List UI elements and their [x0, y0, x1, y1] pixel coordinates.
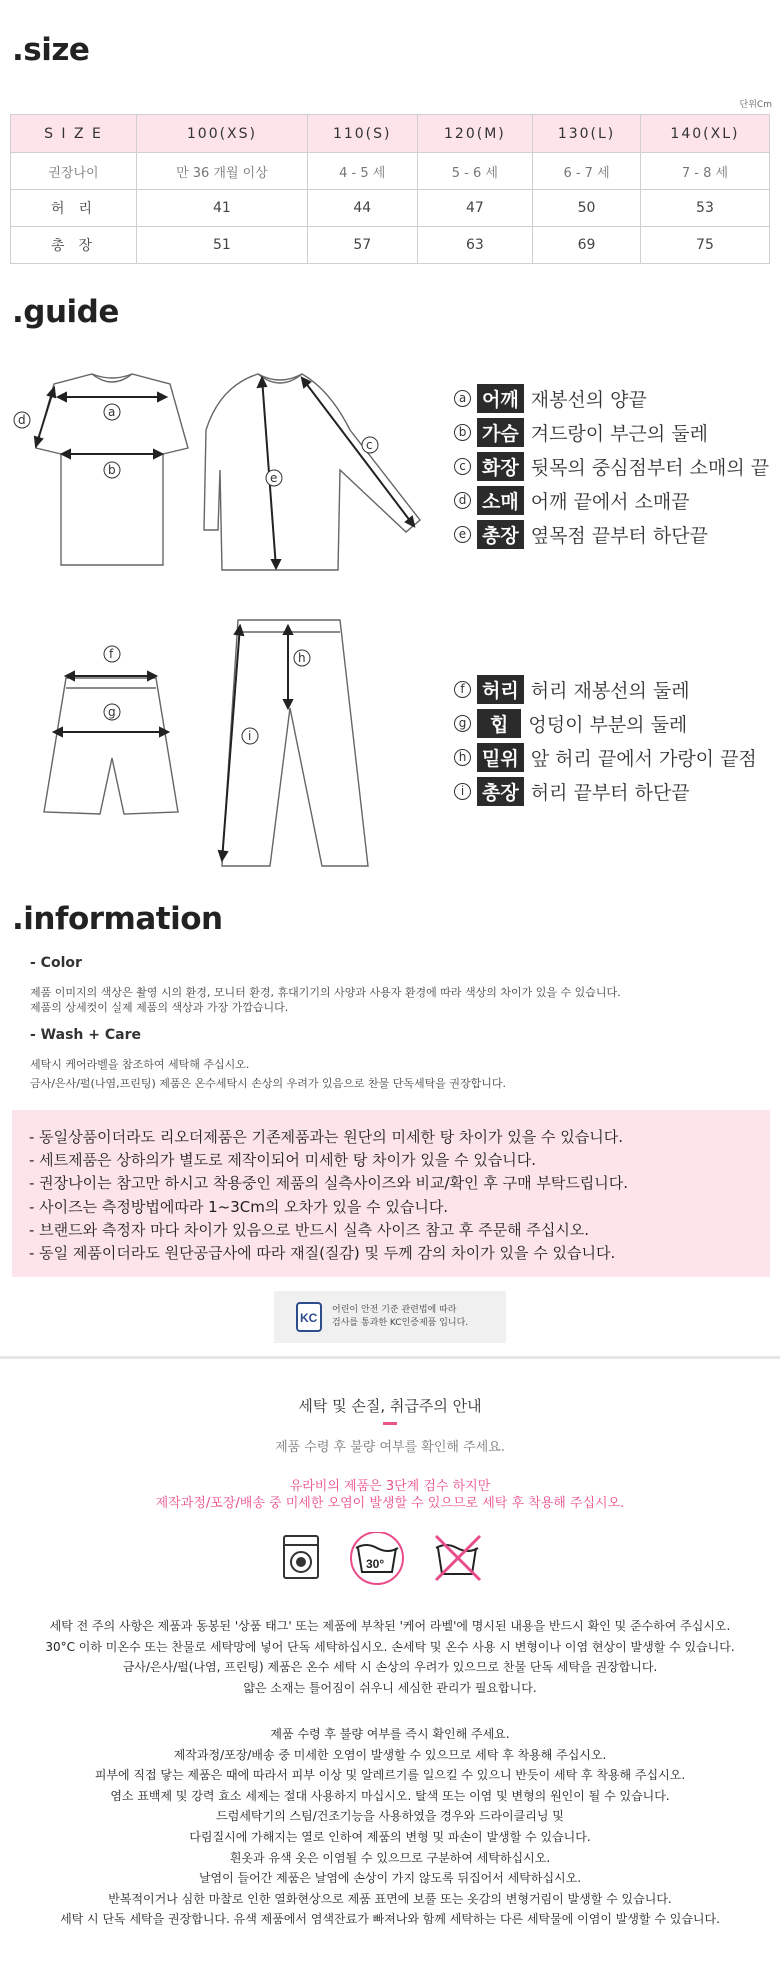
marker-e: e — [454, 526, 471, 543]
legend-desc: 겨드랑이 부근의 둘레 — [530, 422, 708, 445]
notice-line: - 동일 제품이더라도 원단공급사에 따라 재질(질감) 및 두께 감의 차이가 있을 수 있습니다. — [29, 1244, 616, 1263]
no-bleach-icon — [436, 1536, 480, 1580]
top-measure-legend — [454, 381, 769, 551]
legend-tag: 총장 — [477, 777, 524, 806]
section-divider — [0, 1356, 780, 1359]
color-subtitle: - Color — [30, 955, 82, 971]
legend-desc: 재봉선의 양끝 — [530, 388, 647, 411]
size-section-title: .size — [12, 32, 90, 68]
header-cell: 100(XS) — [137, 115, 308, 153]
table-cell: 69 — [533, 227, 641, 264]
table-row — [11, 153, 770, 190]
svg-text:g: g — [108, 705, 116, 719]
wash-line: 세탁시 케어라벨을 참조하여 세탁해 주십시오. — [30, 1058, 250, 1071]
table-cell: 7 - 8 세 — [640, 153, 769, 190]
marker-d: d — [454, 492, 471, 509]
legend-desc: 뒷목의 중심점부터 소매의 끝 — [530, 456, 770, 479]
table-cell: 50 — [533, 190, 641, 227]
care-subtitle: 제품 수령 후 불량 여부를 확인해 주세요. — [275, 1440, 505, 1455]
header-cell: 140(XL) — [640, 115, 769, 153]
wash-info — [30, 1028, 506, 1091]
care-pink-notice — [0, 1478, 780, 1512]
care-line: 흰옷과 유색 옷은 이염될 수 있으므로 구분하여 세탁하십시오. — [229, 1850, 551, 1865]
table-row — [11, 190, 770, 227]
svg-text:i: i — [248, 729, 252, 743]
washing-machine-icon — [284, 1536, 318, 1578]
table-cell: 53 — [640, 190, 769, 227]
header-cell: 110(S) — [307, 115, 417, 153]
legend-item — [454, 517, 769, 551]
care-line: 날염이 들어간 제품은 날염에 손상이 가지 않도록 뒤집어서 세탁하십시오. — [198, 1871, 582, 1886]
legend-item — [454, 415, 769, 449]
guide-section-title: .guide — [12, 294, 119, 330]
care-line: 다림질시에 가해지는 열로 인하여 제품의 변형 및 파손이 발생할 수 있습니다. — [189, 1829, 591, 1844]
legend-desc: 옆목점 끝부터 하단끝 — [530, 524, 708, 547]
legend-item — [454, 672, 757, 706]
table-cell: 5 - 6 세 — [417, 153, 533, 190]
size-table — [10, 114, 770, 264]
table-cell: 4 - 5 세 — [307, 153, 417, 190]
care-title-underline — [383, 1422, 397, 1425]
legend-tag: 소매 — [477, 486, 524, 515]
notice-line: - 동일상품이더라도 리오더제품은 기존제품과는 원단의 미세한 탕 차이가 있을 수 있습니다. — [29, 1128, 623, 1146]
legend-desc: 어깨 끝에서 소매끝 — [530, 490, 690, 513]
size-table-header — [11, 115, 770, 153]
top-garment-diagram — [0, 360, 440, 590]
table-row — [11, 227, 770, 264]
care-line: 드럼세탁기의 스팀/건조기능을 사용하였을 경우와 드라이클리닝 및 — [216, 1809, 564, 1824]
legend-desc: 앞 허리 끝에서 가랑이 끝점 — [530, 747, 757, 770]
marker-a: a — [454, 390, 471, 407]
care-line: 세탁 시 단독 세탁을 권장합니다. 유색 제품에서 염색잔료가 빠져나와 함께 세탁하는 다른 세탁물에 이염이 발생할 수 있습니다. — [60, 1912, 720, 1927]
svg-text:h: h — [298, 651, 306, 665]
notice-line: - 세트제품은 상하의가 별도로 제작이되어 미세한 탕 차이가 있을 수 있습니다. — [29, 1151, 537, 1170]
legend-tag: 힙 — [477, 709, 521, 738]
legend-tag: 밑위 — [477, 743, 524, 772]
bottom-garment-diagram — [0, 608, 440, 873]
care-paragraph-2 — [0, 1724, 780, 1930]
pink-line: 유라비의 제품은 3단계 검수 하지만 — [289, 1479, 491, 1494]
notice-box — [12, 1110, 770, 1277]
unit-note: 단위Cm — [739, 100, 772, 110]
table-cell: 75 — [640, 227, 769, 264]
table-cell: 만 36 개월 이상 — [137, 153, 308, 190]
care-icons — [0, 1532, 780, 1588]
marker-g: g — [454, 715, 471, 732]
notice-line: - 권장나이는 참고만 하시고 착용중인 제품의 실측사이즈와 비교/확인 후 구매 부탁드립니다. — [29, 1174, 629, 1193]
legend-item — [454, 774, 757, 808]
color-line: 제품의 상세컷이 실제 제품의 색상과 가장 가깝습니다. — [30, 1001, 289, 1014]
svg-text:c: c — [366, 438, 373, 452]
color-line: 제품 이미지의 색상은 촬영 시의 환경, 모니터 환경, 휴대기기의 사양과 사용자 환경에 따라 색상의 차이가 있을 수 있습니다. — [30, 986, 621, 999]
care-line: 제작과정/포장/배송 중 미세한 오염이 발생할 수 있으므로 세탁 후 착용해 주십시오. — [173, 1747, 607, 1762]
kc-certification-badge — [274, 1291, 506, 1343]
wash-line: 금사/은사/펄(나염,프린팅) 제품은 온수세탁시 손상의 우려가 있음으로 찬물 단독세탁을 권장합니다. — [30, 1077, 506, 1090]
legend-item — [454, 449, 769, 483]
care-line: 얇은 소재는 틀어짐이 쉬우니 세심한 관리가 필요합니다. — [243, 1680, 537, 1695]
svg-text:a: a — [108, 405, 116, 419]
bottom-measure-legend — [454, 672, 757, 808]
table-cell: 6 - 7 세 — [533, 153, 641, 190]
table-cell: 63 — [417, 227, 533, 264]
wash-30-icon — [351, 1532, 403, 1584]
marker-c: c — [454, 458, 471, 475]
legend-tag: 총장 — [477, 520, 524, 549]
row-label: 권장나이 — [11, 153, 137, 190]
legend-tag: 허리 — [477, 675, 524, 704]
legend-desc: 엉덩이 부분의 둘레 — [528, 713, 688, 736]
pink-line: 제작과정/포장/배송 중 미세한 오염이 발생할 수 있으므로 세탁 후 착용해 주십시오. — [155, 1496, 625, 1511]
kc-line: 어린이 안전 기준 관련법에 따라 — [332, 1305, 457, 1315]
care-line: 금사/은사/펄(나염, 프린팅) 제품은 온수 세탁 시 손상의 우려가 있으므로 찬물 단독 세탁을 권장합니다. — [122, 1660, 658, 1674]
legend-tag: 가슴 — [477, 418, 524, 447]
legend-item — [454, 740, 757, 774]
table-cell: 44 — [307, 190, 417, 227]
notice-line: - 브랜드와 측정자 마다 차이가 있음으로 반드시 실측 사이즈 참고 후 주문해 주십시오. — [29, 1220, 590, 1239]
care-line: 30°C 이하 미온수 또는 찬물로 세탁망에 넣어 단독 세탁하십시오. 손세탁 및 온수 사용 시 변형이나 이염 현상이 발생할 수 있습니다. — [45, 1639, 735, 1654]
kc-line: 검사를 통과한 KC인증제품 입니다. — [332, 1318, 469, 1328]
marker-i: i — [454, 783, 471, 800]
marker-h: h — [454, 749, 471, 766]
legend-item — [454, 483, 769, 517]
svg-text:b: b — [108, 463, 116, 477]
header-cell: 120(M) — [417, 115, 533, 153]
svg-text:f: f — [109, 647, 114, 661]
care-line: 피부에 직접 닿는 제품은 때에 따라서 피부 이상 및 알레르기를 일으킬 수 있으니 반듯이 세탁 후 착용해 주십시오. — [94, 1768, 686, 1783]
color-info — [30, 956, 621, 1015]
kc-logo-icon — [296, 1302, 322, 1332]
svg-text:30°: 30° — [366, 1557, 385, 1571]
legend-tag: 어깨 — [477, 384, 524, 413]
row-label: 허리 — [11, 190, 137, 227]
svg-text:KC: KC — [300, 1311, 318, 1325]
marker-f: f — [454, 681, 471, 698]
care-title: 세탁 및 손질, 취급주의 안내 — [298, 1397, 482, 1415]
table-cell: 57 — [307, 227, 417, 264]
legend-tag: 화장 — [477, 452, 524, 481]
marker-b: b — [454, 424, 471, 441]
header-cell: S I Z E — [11, 115, 137, 153]
table-cell: 47 — [417, 190, 533, 227]
legend-desc: 허리 끝부터 하단끝 — [530, 781, 690, 804]
care-line: 반복적이거나 심한 마찰로 인한 열화현상으로 제품 표면에 보풀 또는 옷감의 변형거림이 발생할 수 있습니다. — [108, 1891, 672, 1906]
table-cell: 41 — [137, 190, 308, 227]
care-line: 제품 수령 후 불량 여부를 즉시 확인해 주세요. — [270, 1727, 510, 1741]
wash-subtitle: - Wash + Care — [30, 1027, 141, 1043]
header-cell: 130(L) — [533, 115, 641, 153]
care-paragraph-1 — [0, 1616, 780, 1698]
care-line: 염소 표백제 및 강력 효소 세제는 절대 사용하지 마십시오. 탈색 또는 이염 및 변형의 원인이 될 수 있습니다. — [110, 1788, 670, 1803]
notice-line: - 사이즈는 측정방법에따라 1~3Cm의 오차가 있을 수 있습니다. — [29, 1197, 449, 1216]
svg-text:e: e — [270, 471, 278, 485]
svg-text:d: d — [18, 413, 26, 427]
legend-item — [454, 706, 757, 740]
information-section-title: .information — [12, 901, 223, 937]
row-label: 총장 — [11, 227, 137, 264]
care-line: 세탁 전 주의 사항은 제품과 동봉된 '상품 태그' 또는 제품에 부착된 '케어 라벨'에 명시된 내용을 반드시 확인 및 준수하여 주십시오. — [49, 1619, 731, 1633]
legend-item — [454, 381, 769, 415]
table-cell: 51 — [137, 227, 308, 264]
legend-desc: 허리 재봉선의 둘레 — [530, 679, 690, 702]
